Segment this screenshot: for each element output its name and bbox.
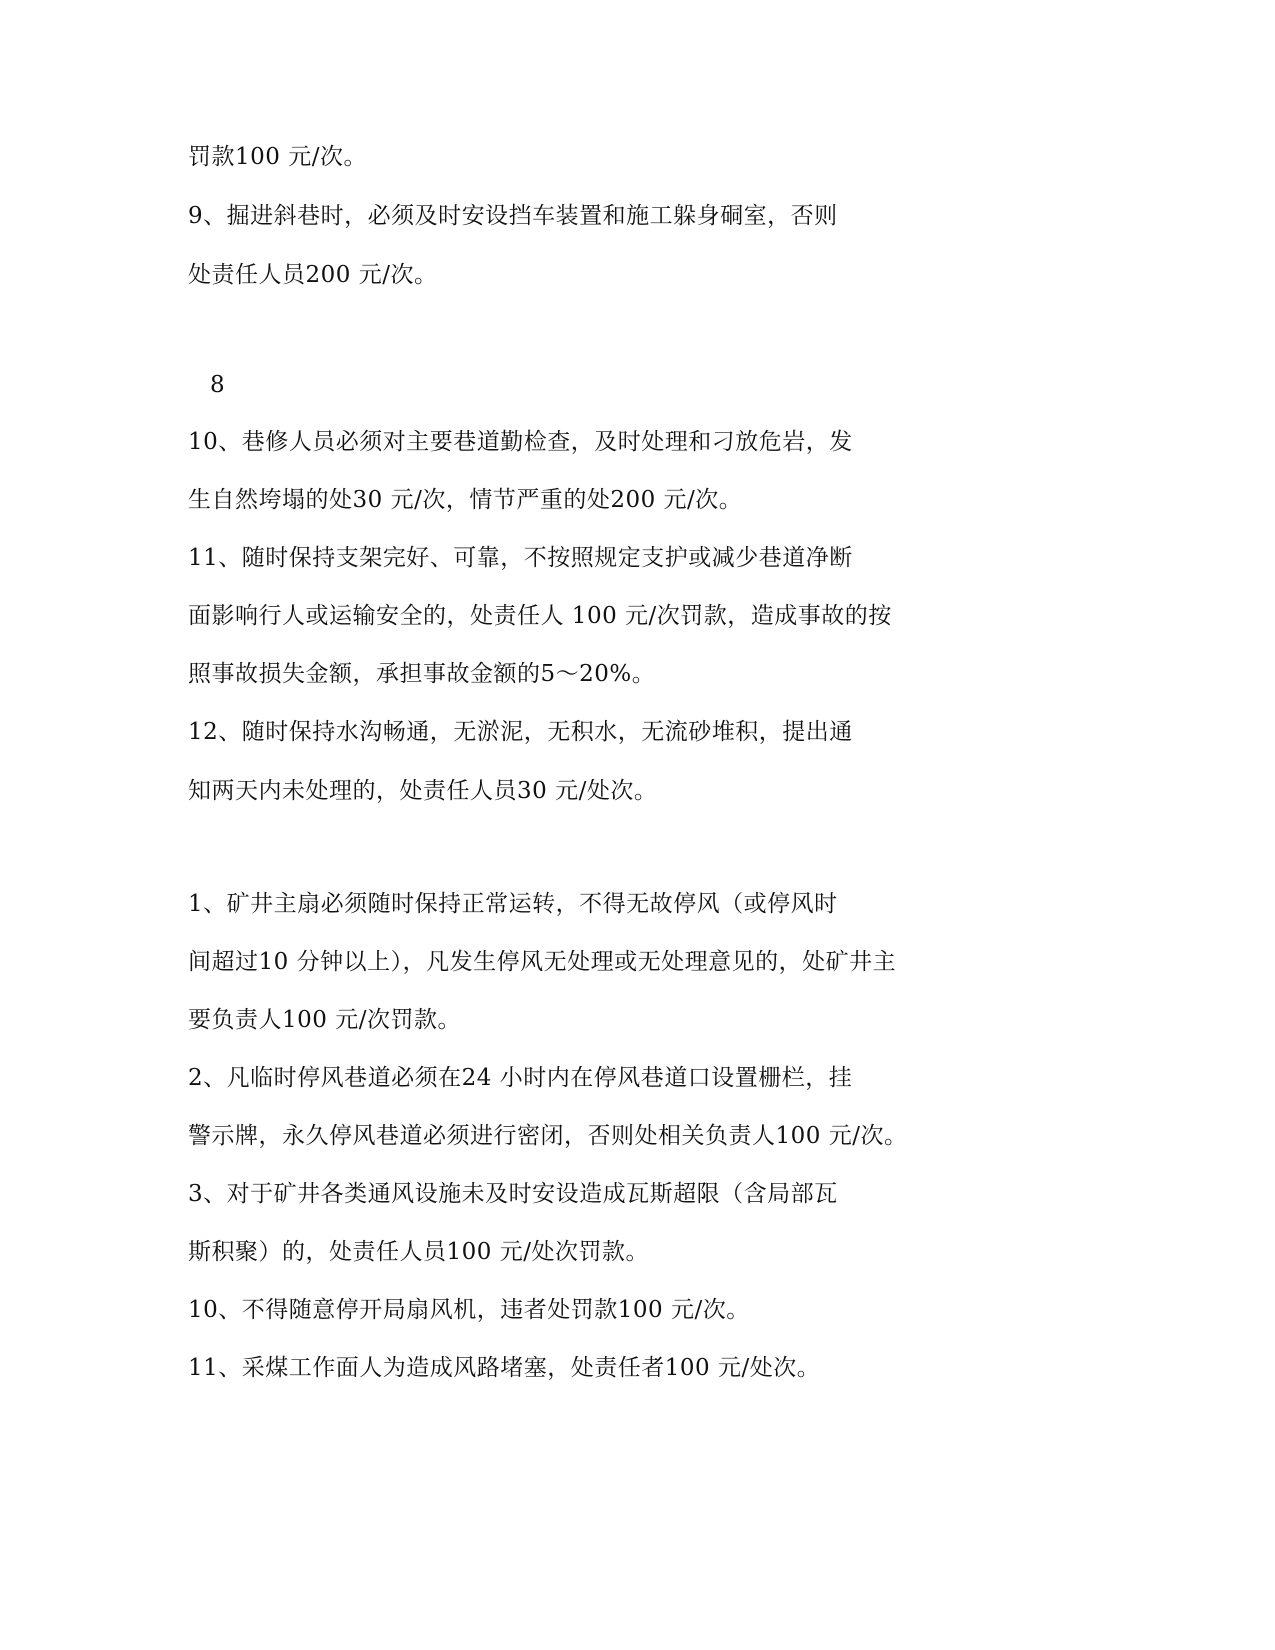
text-line: 罚款100 元/次。 <box>188 144 367 170</box>
text-line: 11、采煤工作面人为造成风路堵塞，处责任者100 元/处次。 <box>188 1355 821 1381</box>
text-line: 照事故损失金额，承担事故金额的5～20%。 <box>188 661 656 687</box>
text-line: 要负责人100 元/次罚款。 <box>188 1007 461 1033</box>
text-line: 11、随时保持支架完好、可靠，不按照规定支护或减少巷道净断 <box>188 545 853 571</box>
page-number: 8 <box>210 372 225 398</box>
text-line: 9、掘进斜巷时，必须及时安设挡车装置和施工躲身硐室，否则 <box>188 203 838 229</box>
text-line: 警示牌，永久停风巷道必须进行密闭，否则处相关负责人100 元/次。 <box>188 1123 908 1149</box>
text-line: 10、巷修人员必须对主要巷道勤检查，及时处理和刁放危岩，发 <box>188 429 853 455</box>
text-line: 2、凡临时停风巷道必须在24 小时内在停风巷道口设置栅栏，挂 <box>188 1065 853 1091</box>
text-line: 1、矿井主扇必须随时保持正常运转，不得无故停风（或停风时 <box>188 891 838 917</box>
text-line: 处责任人员200 元/次。 <box>188 262 438 288</box>
text-line: 生自然垮塌的处30 元/次，情节严重的处200 元/次。 <box>188 487 743 513</box>
text-line: 3、对于矿井各类通风设施未及时安设造成瓦斯超限（含局部瓦 <box>188 1181 838 1207</box>
text-line: 面影响行人或运输安全的，处责任人 100 元/次罚款，造成事故的按 <box>188 603 892 629</box>
text-line: 12、随时保持水沟畅通，无淤泥，无积水，无流砂堆积，提出通 <box>188 719 853 745</box>
text-line: 斯积聚）的，处责任人员100 元/处次罚款。 <box>188 1239 649 1265</box>
text-line: 知两天内未处理的，处责任人员30 元/处次。 <box>188 778 658 804</box>
text-line: 间超过10 分钟以上），凡发生停风无处理或无处理意见的，处矿井主 <box>188 949 897 975</box>
text-line: 10、不得随意停开局扇风机，违者处罚款100 元/次。 <box>188 1297 750 1323</box>
